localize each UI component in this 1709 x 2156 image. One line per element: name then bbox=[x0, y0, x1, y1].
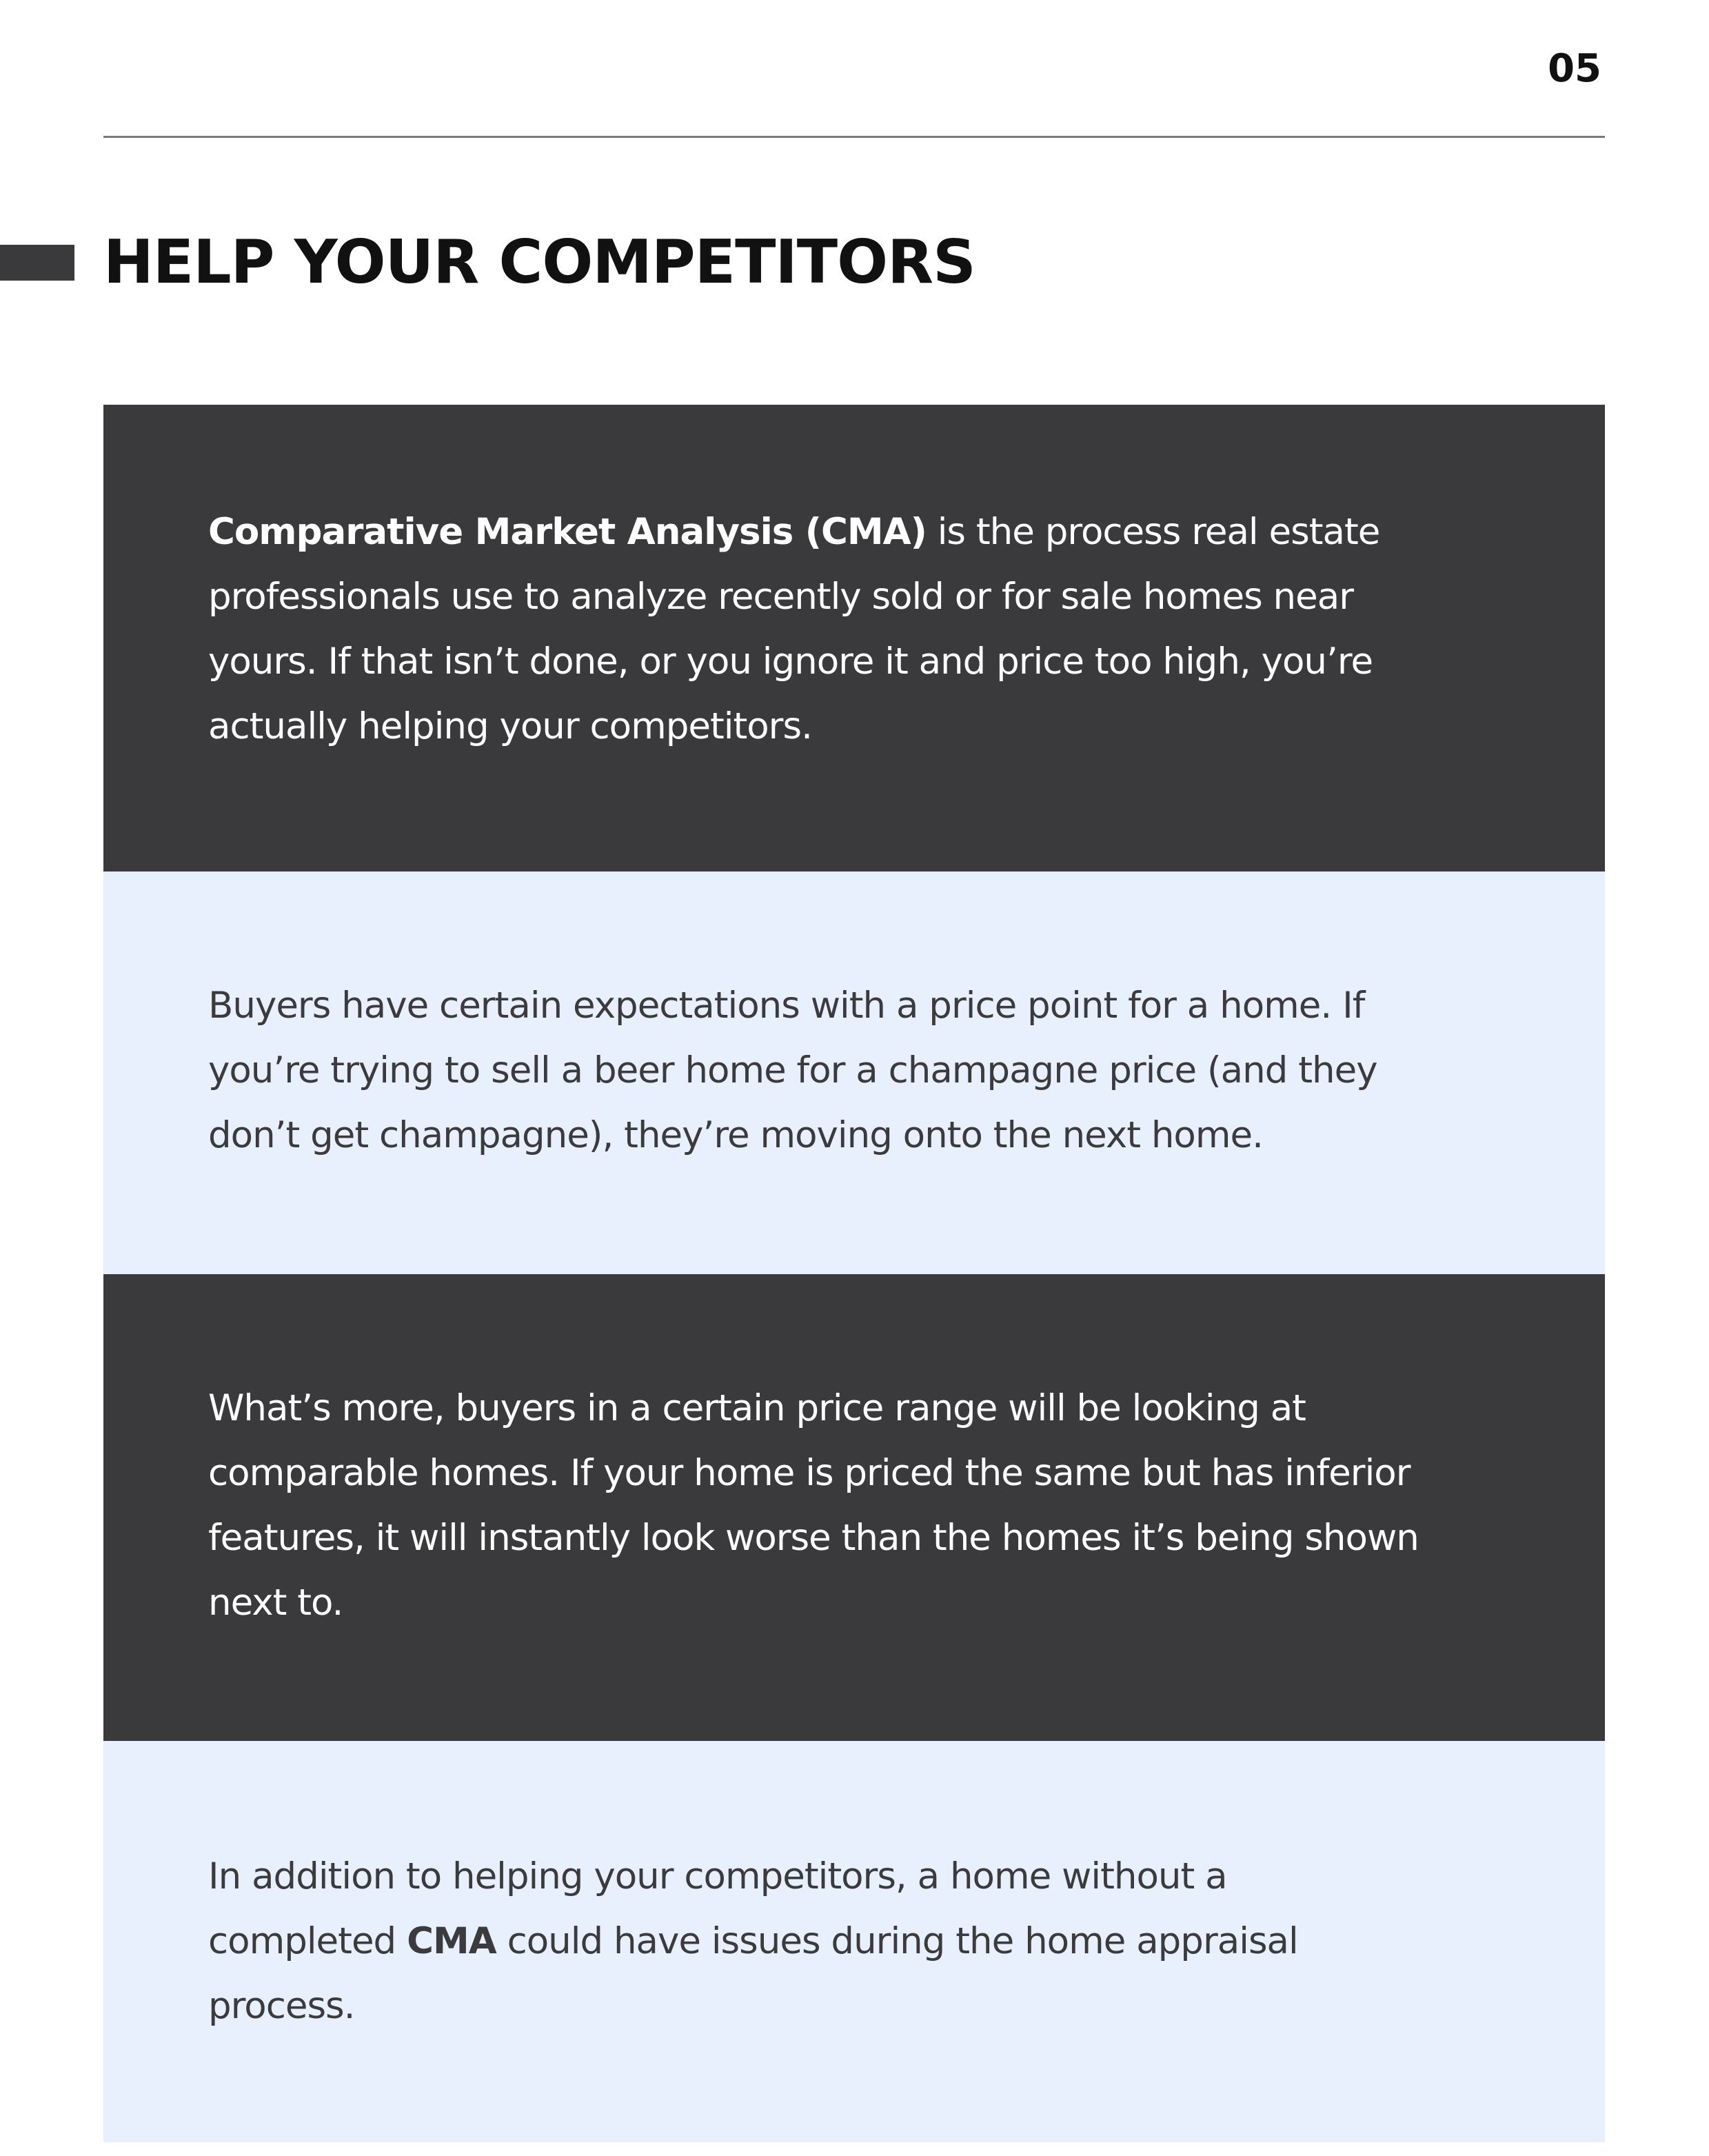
cma-definition-line-3: yours. If that isn’t done, or you ignore it and price too high, you’re bbox=[208, 641, 1373, 683]
appraisal-issues-line-2: completed CMA could have issues during the home appraisal bbox=[208, 1920, 1298, 1962]
page-number: 05 bbox=[1548, 46, 1601, 91]
cma-definition-line-1: Comparative Market Analysis (CMA) is the process real estate bbox=[208, 511, 1380, 553]
buyer-expectations-line-3: don’t get champagne), they’re moving onto the next home. bbox=[208, 1114, 1263, 1156]
appraisal-issues-line-3: process. bbox=[208, 1985, 355, 2027]
cma-definition-panel bbox=[103, 405, 1605, 872]
cma-term: Comparative Market Analysis (CMA) bbox=[208, 511, 927, 553]
cma-definition-line-4: actually helping your competitors. bbox=[208, 705, 812, 747]
appraisal-issues-panel bbox=[103, 1741, 1605, 2142]
cma-abbreviation: CMA bbox=[407, 1920, 496, 1962]
comparable-homes-line-3: features, it will instantly look worse than the homes it’s being shown bbox=[208, 1517, 1419, 1559]
comparable-homes-line-4: next to. bbox=[208, 1582, 343, 1624]
section-title: HELP YOUR COMPETITORS bbox=[103, 227, 975, 297]
cma-definition-line-2: professionals use to analyze recently sold or for sale homes near bbox=[208, 576, 1353, 618]
comparable-homes-panel bbox=[103, 1274, 1605, 1741]
comparable-homes-line-2: comparable homes. If your home is priced the same but has inferior bbox=[208, 1452, 1410, 1494]
buyer-expectations-line-2: you’re trying to sell a beer home for a champagne price (and they bbox=[208, 1049, 1377, 1091]
header-divider bbox=[103, 136, 1605, 138]
appraisal-issues-line-1: In addition to helping your competitors, a home without a bbox=[208, 1855, 1227, 1897]
buyer-expectations-line-1: Buyers have certain expectations with a price point for a home. If bbox=[208, 985, 1365, 1027]
comparable-homes-line-1: What’s more, buyers in a certain price range will be looking at bbox=[208, 1387, 1306, 1429]
section-accent-bar bbox=[0, 245, 74, 281]
buyer-expectations-panel bbox=[103, 872, 1605, 1274]
